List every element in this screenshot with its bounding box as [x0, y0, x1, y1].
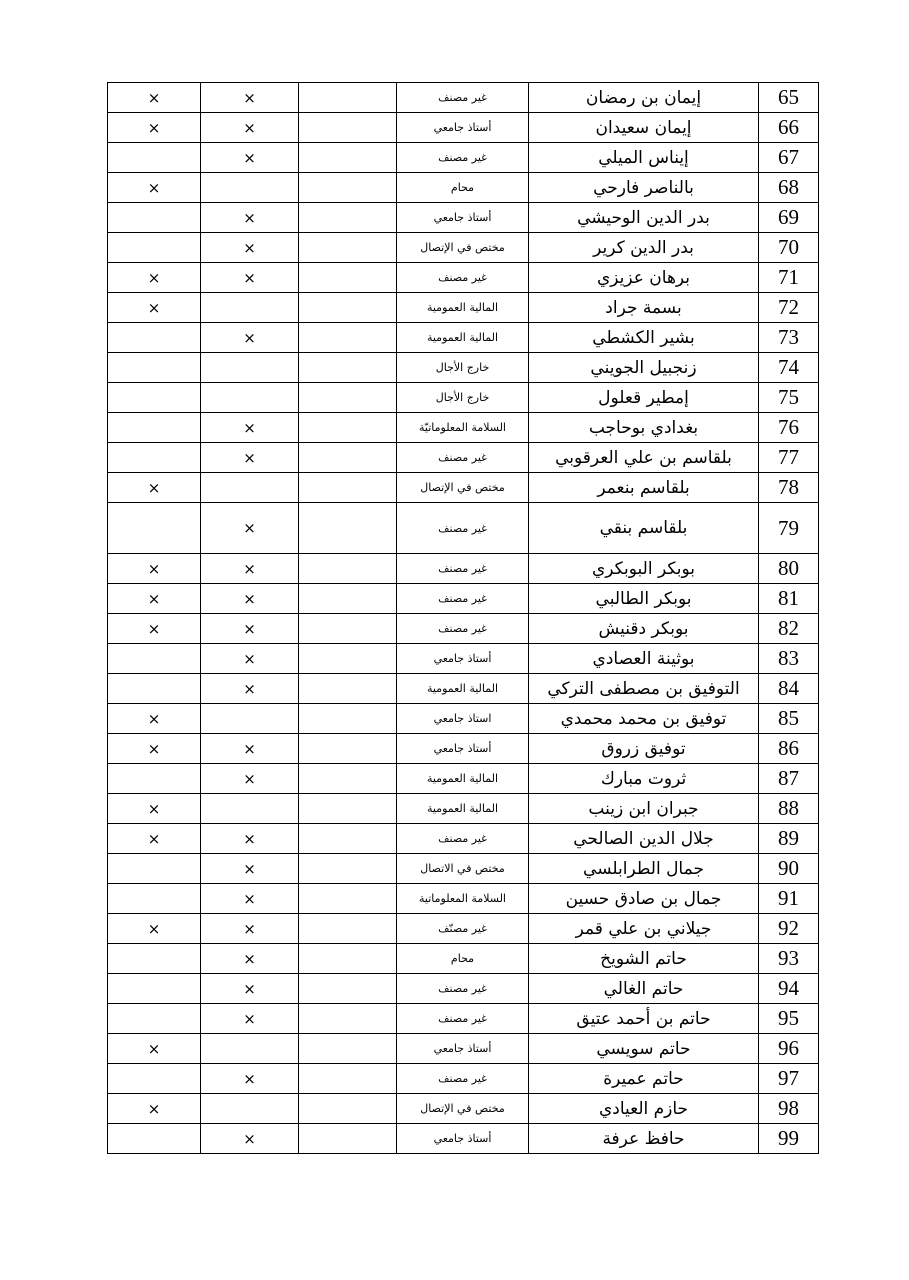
row-number-cell: 71: [759, 263, 819, 293]
row-number-cell: 87: [759, 764, 819, 794]
table-row: [108, 83, 819, 113]
row-number-cell: 83: [759, 644, 819, 674]
name-cell: جمال الطرابلسي: [529, 854, 759, 884]
mark-cell-c: ×: [108, 473, 201, 503]
row-number-cell: 91: [759, 884, 819, 914]
mark-cell-a: ×: [201, 914, 299, 944]
table-row: [108, 884, 819, 914]
category-cell: غير مصنّف: [397, 914, 529, 944]
row-number-cell: 99: [759, 1124, 819, 1154]
mark-cell-a: ×: [201, 734, 299, 764]
category-cell: غير مصنف: [397, 1064, 529, 1094]
category-cell: غير مصنف: [397, 443, 529, 473]
mark-cell-b: [299, 233, 397, 263]
category-cell: محام: [397, 944, 529, 974]
name-cell: حاتم بن أحمد عتيق: [529, 1004, 759, 1034]
row-number-cell: 84: [759, 674, 819, 704]
table-row: [108, 173, 819, 203]
table-row: [108, 1034, 819, 1064]
category-cell: أستاذ جامعي: [397, 644, 529, 674]
mark-cell-b: [299, 413, 397, 443]
table-row: [108, 503, 819, 554]
mark-cell-b: [299, 554, 397, 584]
row-number-cell: 77: [759, 443, 819, 473]
name-cell: إيمان سعيدان: [529, 113, 759, 143]
mark-cell-c: [108, 764, 201, 794]
table-row: [108, 554, 819, 584]
mark-cell-b: [299, 383, 397, 413]
category-cell: أستاذ جامعي: [397, 203, 529, 233]
mark-cell-a: ×: [201, 644, 299, 674]
mark-cell-a: ×: [201, 824, 299, 854]
table-row: [108, 473, 819, 503]
category-cell: أستاذ جامعي: [397, 1034, 529, 1064]
mark-cell-a: ×: [201, 1124, 299, 1154]
mark-cell-b: [299, 473, 397, 503]
mark-cell-a: [201, 293, 299, 323]
category-cell: غير مصنف: [397, 554, 529, 584]
name-cell: بشير الكشطي: [529, 323, 759, 353]
name-cell: جيلاني بن علي قمر: [529, 914, 759, 944]
name-cell: بلقاسم بن علي العرقوبي: [529, 443, 759, 473]
row-number-cell: 72: [759, 293, 819, 323]
name-cell: حازم العيادي: [529, 1094, 759, 1124]
table-row: [108, 854, 819, 884]
name-cell: بوبكر الطالبي: [529, 584, 759, 614]
members-table-body: [108, 83, 819, 1154]
row-number-cell: 66: [759, 113, 819, 143]
mark-cell-c: ×: [108, 794, 201, 824]
category-cell: غير مصنف: [397, 263, 529, 293]
mark-cell-b: [299, 614, 397, 644]
category-cell: غير مصنف: [397, 83, 529, 113]
table-row: [108, 353, 819, 383]
category-cell: أستاذ جامعي: [397, 1124, 529, 1154]
name-cell: إمطير قعلول: [529, 383, 759, 413]
mark-cell-c: ×: [108, 113, 201, 143]
row-number-cell: 95: [759, 1004, 819, 1034]
name-cell: حاتم الغالي: [529, 974, 759, 1004]
mark-cell-c: ×: [108, 1094, 201, 1124]
table-row: [108, 674, 819, 704]
mark-cell-a: ×: [201, 554, 299, 584]
table-row: [108, 113, 819, 143]
mark-cell-c: [108, 383, 201, 413]
name-cell: إيناس الميلي: [529, 143, 759, 173]
mark-cell-a: [201, 383, 299, 413]
table-row: [108, 704, 819, 734]
mark-cell-a: [201, 704, 299, 734]
category-cell: استاذ جامعي: [397, 704, 529, 734]
mark-cell-a: ×: [201, 854, 299, 884]
mark-cell-a: ×: [201, 614, 299, 644]
mark-cell-c: [108, 674, 201, 704]
mark-cell-c: ×: [108, 173, 201, 203]
row-number-cell: 94: [759, 974, 819, 1004]
name-cell: بدر الدين الوحيشي: [529, 203, 759, 233]
name-cell: برهان عزيزي: [529, 263, 759, 293]
name-cell: حاتم الشويخ: [529, 944, 759, 974]
row-number-cell: 78: [759, 473, 819, 503]
mark-cell-c: [108, 353, 201, 383]
mark-cell-c: [108, 143, 201, 173]
category-cell: غير مصنف: [397, 503, 529, 554]
mark-cell-a: ×: [201, 764, 299, 794]
category-cell: السلامة المعلوماتيّة: [397, 413, 529, 443]
table-row: [108, 974, 819, 1004]
name-cell: توفيق زروق: [529, 734, 759, 764]
mark-cell-c: [108, 1064, 201, 1094]
row-number-cell: 86: [759, 734, 819, 764]
mark-cell-c: ×: [108, 824, 201, 854]
row-number-cell: 73: [759, 323, 819, 353]
mark-cell-c: [108, 974, 201, 1004]
mark-cell-b: [299, 443, 397, 473]
name-cell: حافظ عرفة: [529, 1124, 759, 1154]
mark-cell-b: [299, 293, 397, 323]
mark-cell-b: [299, 674, 397, 704]
mark-cell-c: [108, 884, 201, 914]
row-number-cell: 98: [759, 1094, 819, 1124]
mark-cell-a: [201, 1094, 299, 1124]
mark-cell-c: [108, 944, 201, 974]
mark-cell-a: ×: [201, 443, 299, 473]
mark-cell-a: [201, 1034, 299, 1064]
mark-cell-a: ×: [201, 1004, 299, 1034]
mark-cell-a: ×: [201, 584, 299, 614]
name-cell: بوثينة العصادي: [529, 644, 759, 674]
mark-cell-a: ×: [201, 143, 299, 173]
category-cell: غير مصنف: [397, 974, 529, 1004]
mark-cell-b: [299, 263, 397, 293]
row-number-cell: 67: [759, 143, 819, 173]
category-cell: المالية العمومية: [397, 764, 529, 794]
category-cell: غير مصنف: [397, 584, 529, 614]
name-cell: زنجبيل الجويني: [529, 353, 759, 383]
mark-cell-b: [299, 173, 397, 203]
mark-cell-c: [108, 413, 201, 443]
mark-cell-c: ×: [108, 1034, 201, 1064]
category-cell: أستاذ جامعي: [397, 113, 529, 143]
category-cell: مختص في الاتصال: [397, 854, 529, 884]
row-number-cell: 69: [759, 203, 819, 233]
mark-cell-a: ×: [201, 413, 299, 443]
mark-cell-c: ×: [108, 584, 201, 614]
table-row: [108, 143, 819, 173]
row-number-cell: 92: [759, 914, 819, 944]
mark-cell-b: [299, 353, 397, 383]
mark-cell-c: [108, 323, 201, 353]
mark-cell-b: [299, 1124, 397, 1154]
row-number-cell: 90: [759, 854, 819, 884]
category-cell: خارج الأجال: [397, 383, 529, 413]
row-number-cell: 65: [759, 83, 819, 113]
category-cell: المالية العمومية: [397, 293, 529, 323]
category-cell: مختص في الإتصال: [397, 473, 529, 503]
table-row: [108, 1064, 819, 1094]
mark-cell-a: ×: [201, 884, 299, 914]
row-number-cell: 89: [759, 824, 819, 854]
mark-cell-c: ×: [108, 263, 201, 293]
table-row: [108, 1094, 819, 1124]
mark-cell-c: ×: [108, 704, 201, 734]
table-row: [108, 584, 819, 614]
mark-cell-b: [299, 323, 397, 353]
mark-cell-c: [108, 503, 201, 554]
name-cell: حاتم سويسي: [529, 1034, 759, 1064]
name-cell: بدر الدين كرير: [529, 233, 759, 263]
table-row: [108, 413, 819, 443]
name-cell: بوبكر البوبكري: [529, 554, 759, 584]
category-cell: المالية العمومية: [397, 794, 529, 824]
mark-cell-b: [299, 1094, 397, 1124]
name-cell: جمال بن صادق حسين: [529, 884, 759, 914]
row-number-cell: 70: [759, 233, 819, 263]
category-cell: غير مصنف: [397, 143, 529, 173]
row-number-cell: 88: [759, 794, 819, 824]
table-row: [108, 323, 819, 353]
mark-cell-b: [299, 1064, 397, 1094]
mark-cell-a: ×: [201, 113, 299, 143]
mark-cell-c: [108, 1124, 201, 1154]
name-cell: جبران ابن زينب: [529, 794, 759, 824]
category-cell: غير مصنف: [397, 824, 529, 854]
mark-cell-a: [201, 473, 299, 503]
mark-cell-c: [108, 854, 201, 884]
mark-cell-c: [108, 1004, 201, 1034]
mark-cell-c: ×: [108, 614, 201, 644]
category-cell: مختص في الإتصال: [397, 233, 529, 263]
mark-cell-b: [299, 143, 397, 173]
category-cell: السلامة المعلوماتية: [397, 884, 529, 914]
table-row: [108, 443, 819, 473]
table-row: [108, 263, 819, 293]
category-cell: المالية العمومية: [397, 323, 529, 353]
mark-cell-a: ×: [201, 1064, 299, 1094]
category-cell: المالية العمومية: [397, 674, 529, 704]
mark-cell-c: [108, 443, 201, 473]
mark-cell-a: ×: [201, 263, 299, 293]
mark-cell-a: ×: [201, 674, 299, 704]
table-row: [108, 614, 819, 644]
category-cell: أستاذ جامعي: [397, 734, 529, 764]
row-number-cell: 68: [759, 173, 819, 203]
mark-cell-a: ×: [201, 233, 299, 263]
name-cell: بسمة جراد: [529, 293, 759, 323]
table-row: [108, 644, 819, 674]
table-row: [108, 203, 819, 233]
table-row: [108, 824, 819, 854]
mark-cell-a: [201, 173, 299, 203]
row-number-cell: 80: [759, 554, 819, 584]
row-number-cell: 96: [759, 1034, 819, 1064]
name-cell: بغدادي بوحاجب: [529, 413, 759, 443]
mark-cell-c: ×: [108, 83, 201, 113]
mark-cell-c: ×: [108, 734, 201, 764]
name-cell: بوبكر دقنيش: [529, 614, 759, 644]
table-row: [108, 794, 819, 824]
name-cell: بلقاسم بنعمر: [529, 473, 759, 503]
name-cell: جلال الدين الصالحي: [529, 824, 759, 854]
table-row: [108, 1124, 819, 1154]
table-row: [108, 734, 819, 764]
category-cell: غير مصنف: [397, 614, 529, 644]
mark-cell-a: ×: [201, 974, 299, 1004]
name-cell: ثروت مبارك: [529, 764, 759, 794]
mark-cell-c: ×: [108, 914, 201, 944]
mark-cell-c: [108, 203, 201, 233]
row-number-cell: 79: [759, 503, 819, 554]
mark-cell-a: ×: [201, 503, 299, 554]
mark-cell-c: [108, 644, 201, 674]
row-number-cell: 82: [759, 614, 819, 644]
table-row: [108, 293, 819, 323]
category-cell: غير مصنف: [397, 1004, 529, 1034]
mark-cell-b: [299, 203, 397, 233]
row-number-cell: 97: [759, 1064, 819, 1094]
mark-cell-a: [201, 353, 299, 383]
name-cell: بالناصر فارحي: [529, 173, 759, 203]
mark-cell-b: [299, 503, 397, 554]
mark-cell-b: [299, 1034, 397, 1064]
mark-cell-b: [299, 704, 397, 734]
mark-cell-b: [299, 854, 397, 884]
row-number-cell: 85: [759, 704, 819, 734]
table-row: [108, 1004, 819, 1034]
name-cell: التوفيق بن مصطفى التركي: [529, 674, 759, 704]
mark-cell-b: [299, 824, 397, 854]
mark-cell-b: [299, 884, 397, 914]
table-row: [108, 233, 819, 263]
row-number-cell: 81: [759, 584, 819, 614]
mark-cell-b: [299, 1004, 397, 1034]
mark-cell-b: [299, 764, 397, 794]
name-cell: إيمان بن رمضان: [529, 83, 759, 113]
table-row: [108, 383, 819, 413]
table-row: [108, 944, 819, 974]
name-cell: حاتم عميرة: [529, 1064, 759, 1094]
table-row: [108, 764, 819, 794]
name-cell: بلقاسم بنقي: [529, 503, 759, 554]
mark-cell-b: [299, 644, 397, 674]
row-number-cell: 74: [759, 353, 819, 383]
mark-cell-b: [299, 794, 397, 824]
mark-cell-b: [299, 113, 397, 143]
members-table: [107, 82, 819, 1154]
mark-cell-c: ×: [108, 293, 201, 323]
mark-cell-c: ×: [108, 554, 201, 584]
mark-cell-b: [299, 584, 397, 614]
category-cell: محام: [397, 173, 529, 203]
name-cell: توفيق بن محمد محمدي: [529, 704, 759, 734]
mark-cell-a: ×: [201, 203, 299, 233]
mark-cell-b: [299, 734, 397, 764]
row-number-cell: 76: [759, 413, 819, 443]
mark-cell-b: [299, 83, 397, 113]
mark-cell-a: ×: [201, 323, 299, 353]
mark-cell-b: [299, 974, 397, 1004]
mark-cell-b: [299, 944, 397, 974]
category-cell: مختص في الإتصال: [397, 1094, 529, 1124]
mark-cell-a: ×: [201, 83, 299, 113]
mark-cell-a: ×: [201, 944, 299, 974]
mark-cell-c: [108, 233, 201, 263]
table-row: [108, 914, 819, 944]
mark-cell-b: [299, 914, 397, 944]
row-number-cell: 75: [759, 383, 819, 413]
mark-cell-a: [201, 794, 299, 824]
category-cell: خارج الأجال: [397, 353, 529, 383]
row-number-cell: 93: [759, 944, 819, 974]
